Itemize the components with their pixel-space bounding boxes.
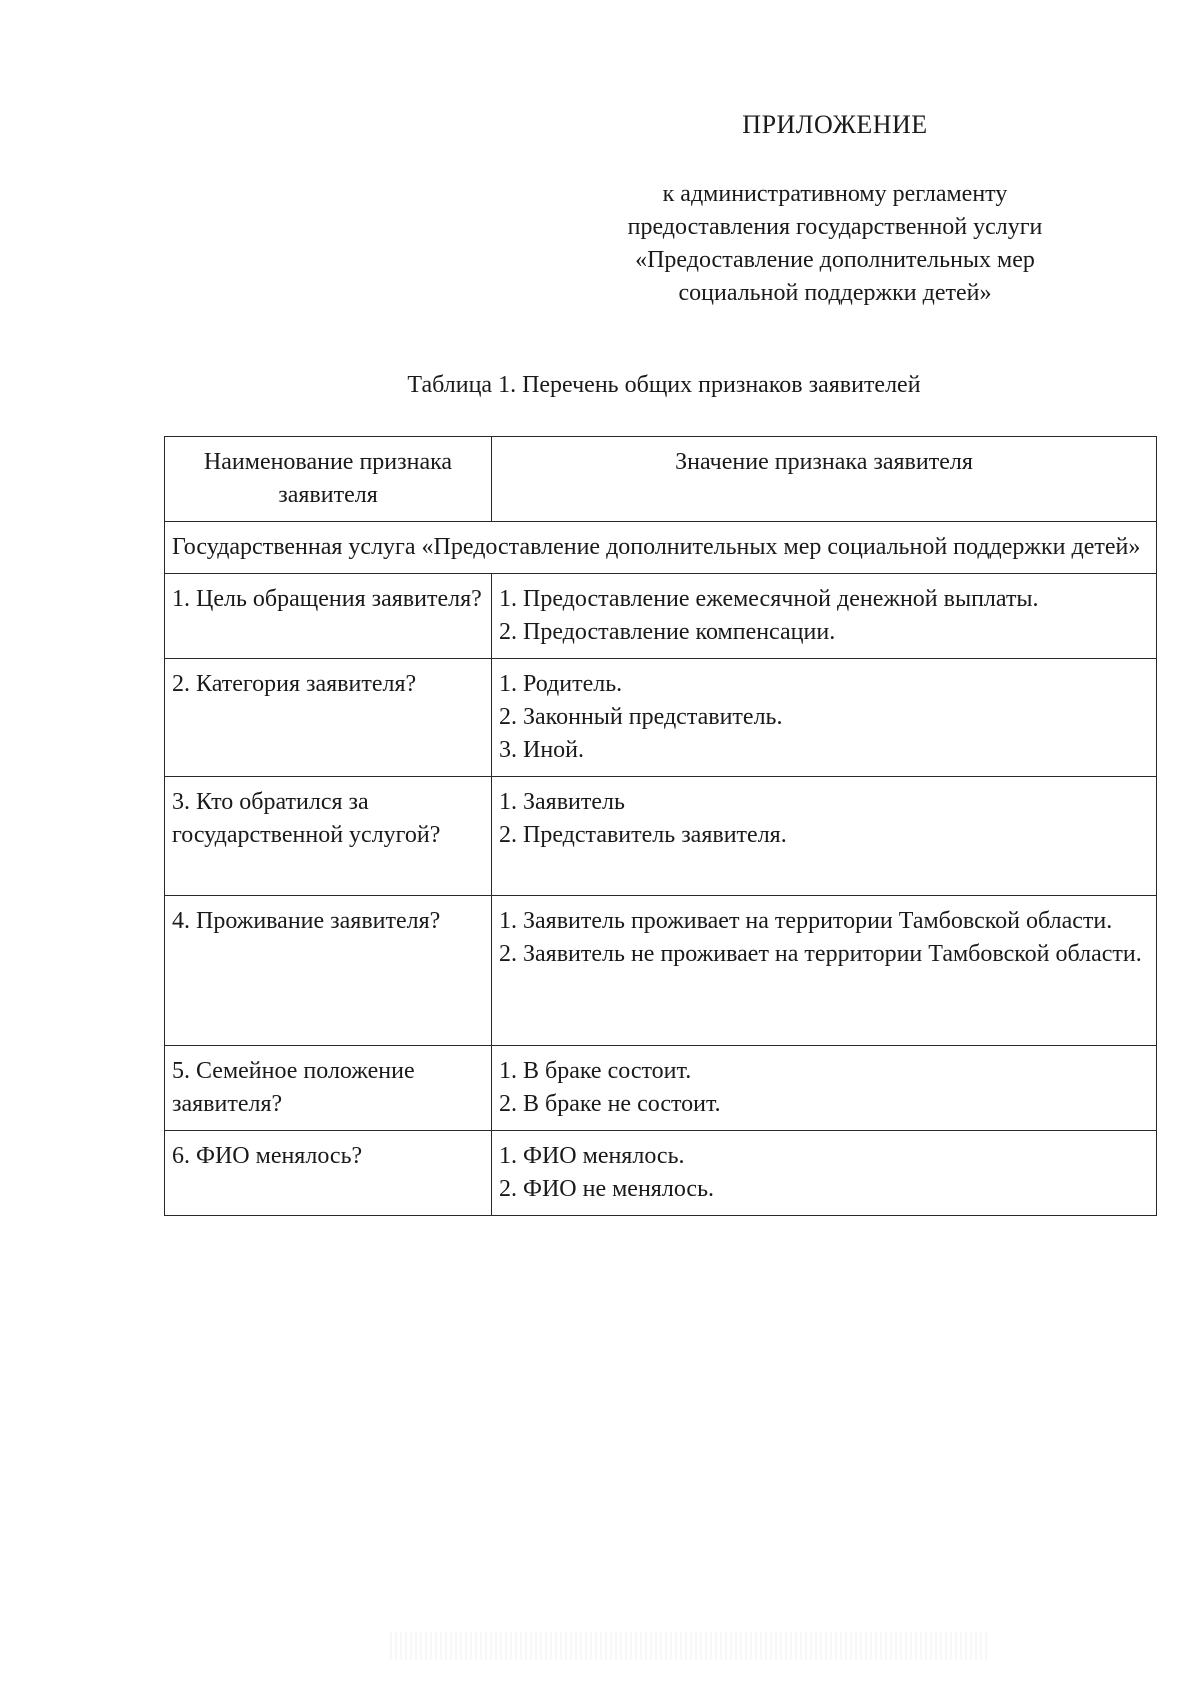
header-feature-value: Значение признака заявителя: [492, 437, 1157, 522]
appendix-line: «Предоставление дополнительных мер: [635, 247, 1035, 273]
appendix-header: [580, 110, 1090, 310]
appendix-line: социальной поддержки детей»: [678, 280, 992, 306]
feature-value-option: 2. Представитель заявителя.: [499, 822, 787, 848]
table-row: [165, 1046, 1157, 1131]
feature-name-cell: 2. Категория заявителя?: [165, 659, 492, 777]
feature-value-cell: [492, 659, 1157, 777]
table-row: [165, 1131, 1157, 1216]
table-row: [165, 777, 1157, 896]
feature-value-option: 1. Заявитель проживает на территории Тамбовской области.: [499, 908, 1113, 934]
feature-value-option: 2. ФИО не менялось.: [499, 1176, 715, 1202]
feature-value-cell: [492, 896, 1157, 1046]
appendix-line: предоставления государственной услуги: [627, 214, 1043, 240]
table-row: [165, 574, 1157, 659]
service-name-cell: Государственная услуга «Предоставление дополнительных мер социальной поддержки детей»: [165, 522, 1157, 574]
header-feature-name: Наименование признака заявителя: [165, 437, 492, 522]
feature-value-cell: [492, 1046, 1157, 1131]
service-row: [165, 522, 1157, 574]
feature-value-option: 1. Родитель.: [499, 671, 623, 697]
scan-noise-strip: [390, 1632, 990, 1660]
applicant-features-table: [164, 436, 1157, 1216]
feature-value-option: 1. ФИО менялось.: [499, 1143, 685, 1169]
feature-value-option: 1. Предоставление ежемесячной денежной выплаты.: [499, 586, 1039, 612]
feature-name-cell: 6. ФИО менялось?: [165, 1131, 492, 1216]
feature-name-cell: 3. Кто обратился за государственной услугой?: [165, 777, 492, 896]
table-row: [165, 896, 1157, 1046]
appendix-line: к административному регламенту: [662, 181, 1008, 207]
appendix-title: ПРИЛОЖЕНИЕ: [742, 110, 928, 139]
feature-value-option: 2. Заявитель не проживает на территории Тамбовской области.: [499, 941, 1142, 967]
feature-value-option: 1. В браке состоит.: [499, 1058, 692, 1084]
feature-value-option: 1. Заявитель: [499, 789, 625, 815]
feature-value-cell: [492, 574, 1157, 659]
feature-value-cell: [492, 777, 1157, 896]
feature-value-option: 2. Предоставление компенсации.: [499, 619, 836, 645]
feature-value-cell: [492, 1131, 1157, 1216]
feature-value-option: 2. Законный представитель.: [499, 704, 783, 730]
feature-name-cell: 4. Проживание заявителя?: [165, 896, 492, 1046]
feature-name-cell: 5. Семейное положение заявителя?: [165, 1046, 492, 1131]
feature-value-option: 2. В браке не состоит.: [499, 1091, 721, 1117]
feature-name-cell: 1. Цель обращения заявителя?: [165, 574, 492, 659]
table-row: [165, 659, 1157, 777]
table-header-row: [165, 437, 1157, 522]
feature-value-option: 3. Иной.: [499, 737, 585, 763]
table-caption: Таблица 1. Перечень общих признаков заявителей: [407, 372, 921, 398]
